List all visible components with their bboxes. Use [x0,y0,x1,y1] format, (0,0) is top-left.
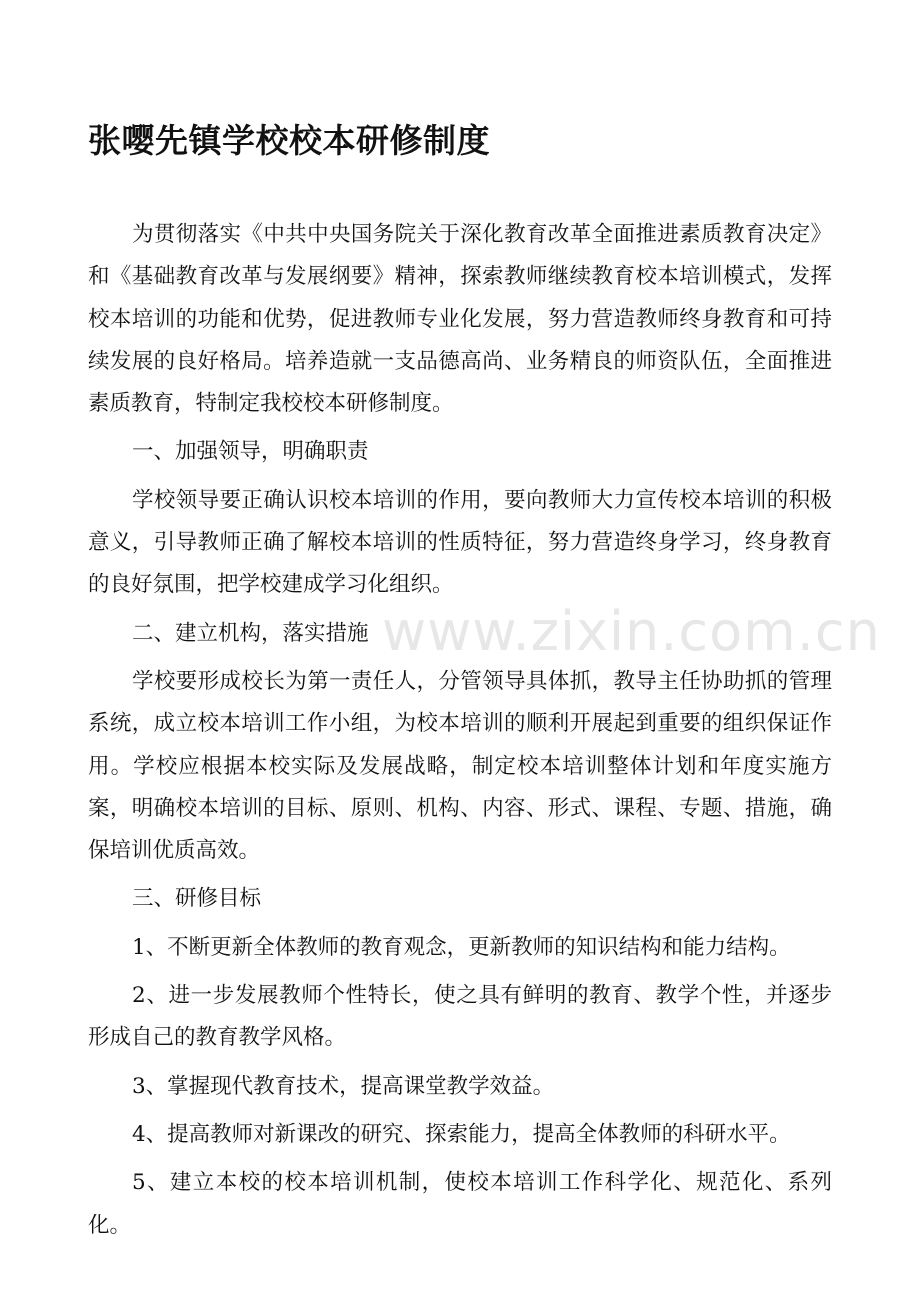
goal-item-4: 4、提高教师对新课改的研究、探索能力，提高全体教师的科研水平。 [132,1121,791,1147]
section-2-paragraph: 学校要形成校长为第一责任人，分管领导具体抓，教导主任协助抓的管理系统，成立校本培训工作小组，为校本培训的顺利开展起到重要的组织保证作用。学校应根据本校实际及发展战略，制定校本培训整体计划和年度实施方案，明确校本培训的目标、原则、机构、内容、形式、课程、专题、措施，确保培训优质高效。 [88,668,832,864]
goal-item-2: 2、进一步发展教师个性特长，使之具有鲜明的教育、教学个性，并逐步形成自己的教育教学风格。 [88,983,832,1051]
section-heading-1: 一、加强领导，明确职责 [132,439,369,465]
goal-item-1: 1、不断更新全体教师的教育观念，更新教师的知识结构和能力结构。 [132,934,791,960]
goal-item-5: 5、建立本校的校本培训机制，使校本培训工作科学化、规范化、系列化。 [88,1170,832,1238]
section-1-paragraph: 学校领导要正确认识校本培训的作用，要向教师大力宣传校本培训的积极意义，引导教师正确了解校本培训的性质特征，努力营造终身学习，终身教育的良好氛围，把学校建成学习化组织。 [88,487,832,598]
goal-item-3: 3、掌握现代教育技术，提高课堂教学效益。 [132,1073,555,1099]
section-heading-3: 三、研修目标 [132,886,262,912]
document-title: 张嘤先镇学校校本研修制度 [88,121,490,160]
watermark: www.zixin.com.cn [382,600,881,663]
section-heading-2: 二、建立机构，落实措施 [132,620,369,646]
intro-paragraph: 为贯彻落实《中共中央国务院关于深化教育改革全面推进素质教育决定》和《基础教育改革与发展纲要》精神，探索教师继续教育校本培训模式，发挥校本培训的功能和优势，促进教师专业化发展，努力营造教师终身教育和可持续发展的良好格局。培养造就一支品德高尚、业务精良的师资队伍，全面推进素质教育，特制定我校校本研修制度。 [88,222,832,417]
document-body [88,214,832,1253]
